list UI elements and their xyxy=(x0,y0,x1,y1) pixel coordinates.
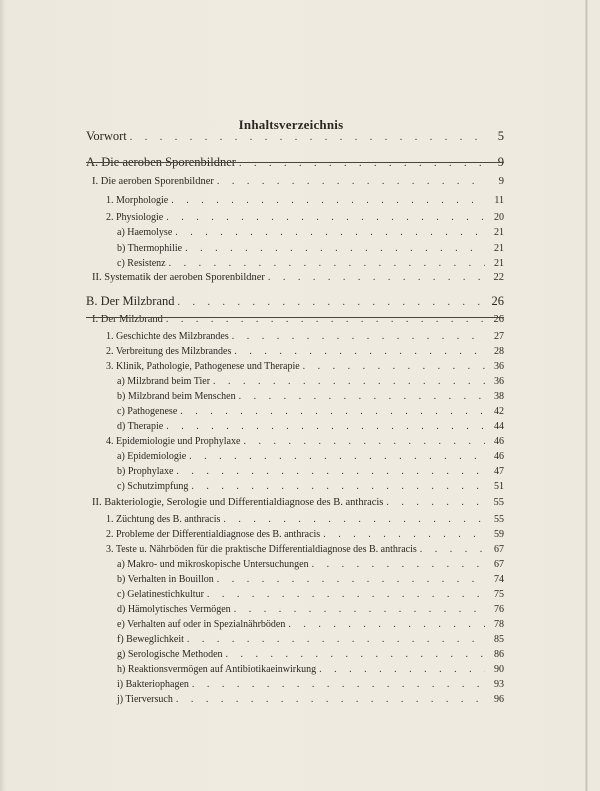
toc-entry xyxy=(117,694,504,705)
toc-entry xyxy=(106,361,504,372)
toc-page-number: 46 xyxy=(494,436,504,447)
toc-entry xyxy=(117,258,504,269)
dot-leader xyxy=(171,195,485,206)
toc-entry xyxy=(117,589,504,600)
toc-entry xyxy=(117,619,504,630)
toc-entry-title: 2. Physiologie xyxy=(106,212,164,223)
toc-entry-title: 1. Geschichte des Milzbrandes xyxy=(106,331,229,342)
dot-leader xyxy=(176,466,485,477)
toc-entry-title: 3. Teste u. Nährböden für die praktische Differentialdiagnose des B. anthracis xyxy=(106,544,417,555)
dot-leader xyxy=(189,451,485,462)
toc-entry-title: c) Gelatinestichkultur xyxy=(117,589,204,600)
dot-leader xyxy=(323,529,485,540)
toc-entry xyxy=(117,406,504,417)
toc-entry-title: c) Schutzimpfung xyxy=(117,481,189,492)
toc-entry xyxy=(117,634,504,645)
toc-entry-title: 4. Epidemiologie und Prophylaxe xyxy=(106,436,241,447)
dot-leader xyxy=(166,212,485,223)
toc-page-number: 59 xyxy=(494,529,504,540)
toc-entry xyxy=(86,294,504,309)
toc-entry-title: h) Reaktionsvermögen auf Antibiotikaeinwirkung xyxy=(117,664,317,675)
toc-entry xyxy=(117,376,504,387)
toc-entry xyxy=(92,272,504,283)
toc-page-number: 42 xyxy=(494,406,504,417)
toc-entry xyxy=(117,604,504,615)
dot-leader xyxy=(420,544,485,555)
toc-entry-title: b) Verhalten in Bouillon xyxy=(117,574,214,585)
dot-leader xyxy=(166,421,485,432)
toc-page-number: 28 xyxy=(494,346,504,357)
dot-leader xyxy=(130,132,485,143)
toc-entry-title: B. Der Milzbrand xyxy=(86,294,175,308)
toc-entry xyxy=(117,451,504,462)
toc-entry xyxy=(92,497,504,508)
toc-page-number: 21 xyxy=(494,227,504,238)
toc-page-number: 36 xyxy=(494,376,504,387)
dot-leader xyxy=(185,243,485,254)
toc-entry xyxy=(106,529,504,540)
divider-rule xyxy=(86,317,504,318)
toc-entry-title: 2. Verbreitung des Milzbrandes xyxy=(106,346,232,357)
toc-entry-title: Vorwort xyxy=(86,129,127,143)
dot-leader xyxy=(207,589,485,600)
toc-entry-title: 3. Klinik, Pathologie, Pathogenese und Therapie xyxy=(106,361,300,372)
dot-leader xyxy=(386,497,485,508)
toc-entry-title: b) Milzbrand beim Menschen xyxy=(117,391,236,402)
toc-page-number: 67 xyxy=(494,559,504,570)
toc-page-number: 38 xyxy=(494,391,504,402)
toc-page-number: 21 xyxy=(494,258,504,269)
dot-leader xyxy=(213,376,485,387)
toc-page-number: 20 xyxy=(494,212,504,223)
toc-entry-title: f) Beweglichkeit xyxy=(117,634,184,645)
toc-entry-title: 1. Züchtung des B. anthracis xyxy=(106,514,221,525)
toc-entry-title: d) Therapie xyxy=(117,421,164,432)
toc-entry xyxy=(106,331,504,342)
dot-leader xyxy=(180,406,485,417)
toc-page-number: 85 xyxy=(494,634,504,645)
toc-page-number: 55 xyxy=(494,514,504,525)
toc-page-number: 75 xyxy=(494,589,504,600)
toc-entry-title: d) Hämolytisches Vermögen xyxy=(117,604,231,615)
toc-entry xyxy=(117,664,504,675)
dot-leader xyxy=(175,227,485,238)
toc-entry-title: b) Prophylaxe xyxy=(117,466,174,477)
toc-page-number: 21 xyxy=(494,243,504,254)
toc-entry xyxy=(117,481,504,492)
toc-entry-title: I. Die aeroben Sporenbildner xyxy=(92,176,214,187)
toc-entry xyxy=(92,176,504,187)
toc-page-number: 74 xyxy=(494,574,504,585)
toc-page-number: 5 xyxy=(497,129,504,143)
dot-leader xyxy=(239,391,485,402)
toc-page-number: 51 xyxy=(494,481,504,492)
toc-entry-title: I. Der Milzbrand xyxy=(92,314,163,325)
page-title: Inhaltsverzeichnis xyxy=(238,117,344,132)
dot-leader xyxy=(312,559,485,570)
toc-entry xyxy=(106,544,504,555)
toc-entry-title: i) Bakteriophagen xyxy=(117,679,189,690)
toc-entry xyxy=(106,436,504,447)
toc-entry-title: 1. Morphologie xyxy=(106,195,169,206)
toc-page-number: 26 xyxy=(493,314,504,325)
toc-entry xyxy=(117,421,504,432)
dot-leader xyxy=(303,361,485,372)
toc-page-number: 26 xyxy=(491,294,504,308)
toc-page-number: 78 xyxy=(494,619,504,630)
dot-leader xyxy=(166,314,485,325)
dot-leader xyxy=(217,176,485,187)
toc-page-number: 96 xyxy=(494,694,504,705)
divider-rule xyxy=(86,162,504,163)
dot-leader xyxy=(234,604,485,615)
toc-entry xyxy=(106,195,504,206)
toc-page-number: 47 xyxy=(494,466,504,477)
toc-page-number: 9 xyxy=(498,176,504,187)
toc-page-number: 11 xyxy=(494,195,504,206)
dot-leader xyxy=(268,272,485,283)
toc-entry-title: j) Tierversuch xyxy=(117,694,173,705)
toc-entry-title: c) Pathogenese xyxy=(117,406,178,417)
toc-entry-title: a) Haemolyse xyxy=(117,227,173,238)
toc-entry xyxy=(117,243,504,254)
dot-leader xyxy=(223,514,485,525)
toc-entry-title: e) Verhalten auf oder in Spezialnährböden xyxy=(117,619,286,630)
toc-page-number: 36 xyxy=(494,361,504,372)
toc-entry xyxy=(117,466,504,477)
dot-leader xyxy=(234,346,485,357)
toc-entry-title: a) Makro- und mikroskopische Untersuchungen xyxy=(117,559,309,570)
toc-entry-title: b) Thermophilie xyxy=(117,243,183,254)
dot-leader xyxy=(178,297,485,308)
toc-page-number: 9 xyxy=(497,155,504,169)
toc-entry-title: II. Systematik der aeroben Sporenbildner xyxy=(92,272,265,283)
toc-entry xyxy=(117,574,504,585)
dot-leader xyxy=(232,331,485,342)
dot-leader xyxy=(217,574,485,585)
dot-leader xyxy=(176,694,485,705)
toc-entry xyxy=(117,559,504,570)
dot-leader xyxy=(226,649,485,660)
toc-entry xyxy=(92,314,504,325)
toc-entry xyxy=(106,514,504,525)
toc-page-number: 93 xyxy=(494,679,504,690)
toc-entry-title: c) Resistenz xyxy=(117,258,166,269)
dot-leader xyxy=(169,258,485,269)
toc-entry xyxy=(117,649,504,660)
toc-page-number: 55 xyxy=(493,497,504,508)
toc-page-number: 22 xyxy=(493,272,504,283)
toc-entry-title: g) Serologische Methoden xyxy=(117,649,223,660)
toc-entry xyxy=(117,679,504,690)
toc-page-number: 86 xyxy=(494,649,504,660)
toc-entry-title: a) Milzbrand beim Tier xyxy=(117,376,211,387)
toc-page-number: 90 xyxy=(494,664,504,675)
toc-entry-title: A. Die aeroben Sporenbildner xyxy=(86,155,236,169)
dot-leader xyxy=(239,158,485,169)
dot-leader xyxy=(243,436,485,447)
dot-leader xyxy=(192,679,485,690)
toc-page-number: 27 xyxy=(494,331,504,342)
toc-page-number: 67 xyxy=(494,544,504,555)
toc-page-number: 46 xyxy=(494,451,504,462)
toc-page-number: 44 xyxy=(494,421,504,432)
toc-entry-title: II. Bakteriologie, Serologie und Differentialdiagnose des B. anthracis xyxy=(92,497,384,508)
dot-leader xyxy=(187,634,485,645)
toc-page-number: 76 xyxy=(494,604,504,615)
toc-entry-title: a) Epidemiologie xyxy=(117,451,187,462)
dot-leader xyxy=(191,481,485,492)
toc-entry xyxy=(106,212,504,223)
dot-leader xyxy=(319,664,485,675)
toc-entry xyxy=(117,227,504,238)
toc-entry xyxy=(86,129,504,144)
toc-entry xyxy=(117,391,504,402)
dot-leader xyxy=(288,619,485,630)
toc-entry-title: 2. Probleme der Differentialdiagnose des B. anthracis xyxy=(106,529,321,540)
toc-entry xyxy=(106,346,504,357)
